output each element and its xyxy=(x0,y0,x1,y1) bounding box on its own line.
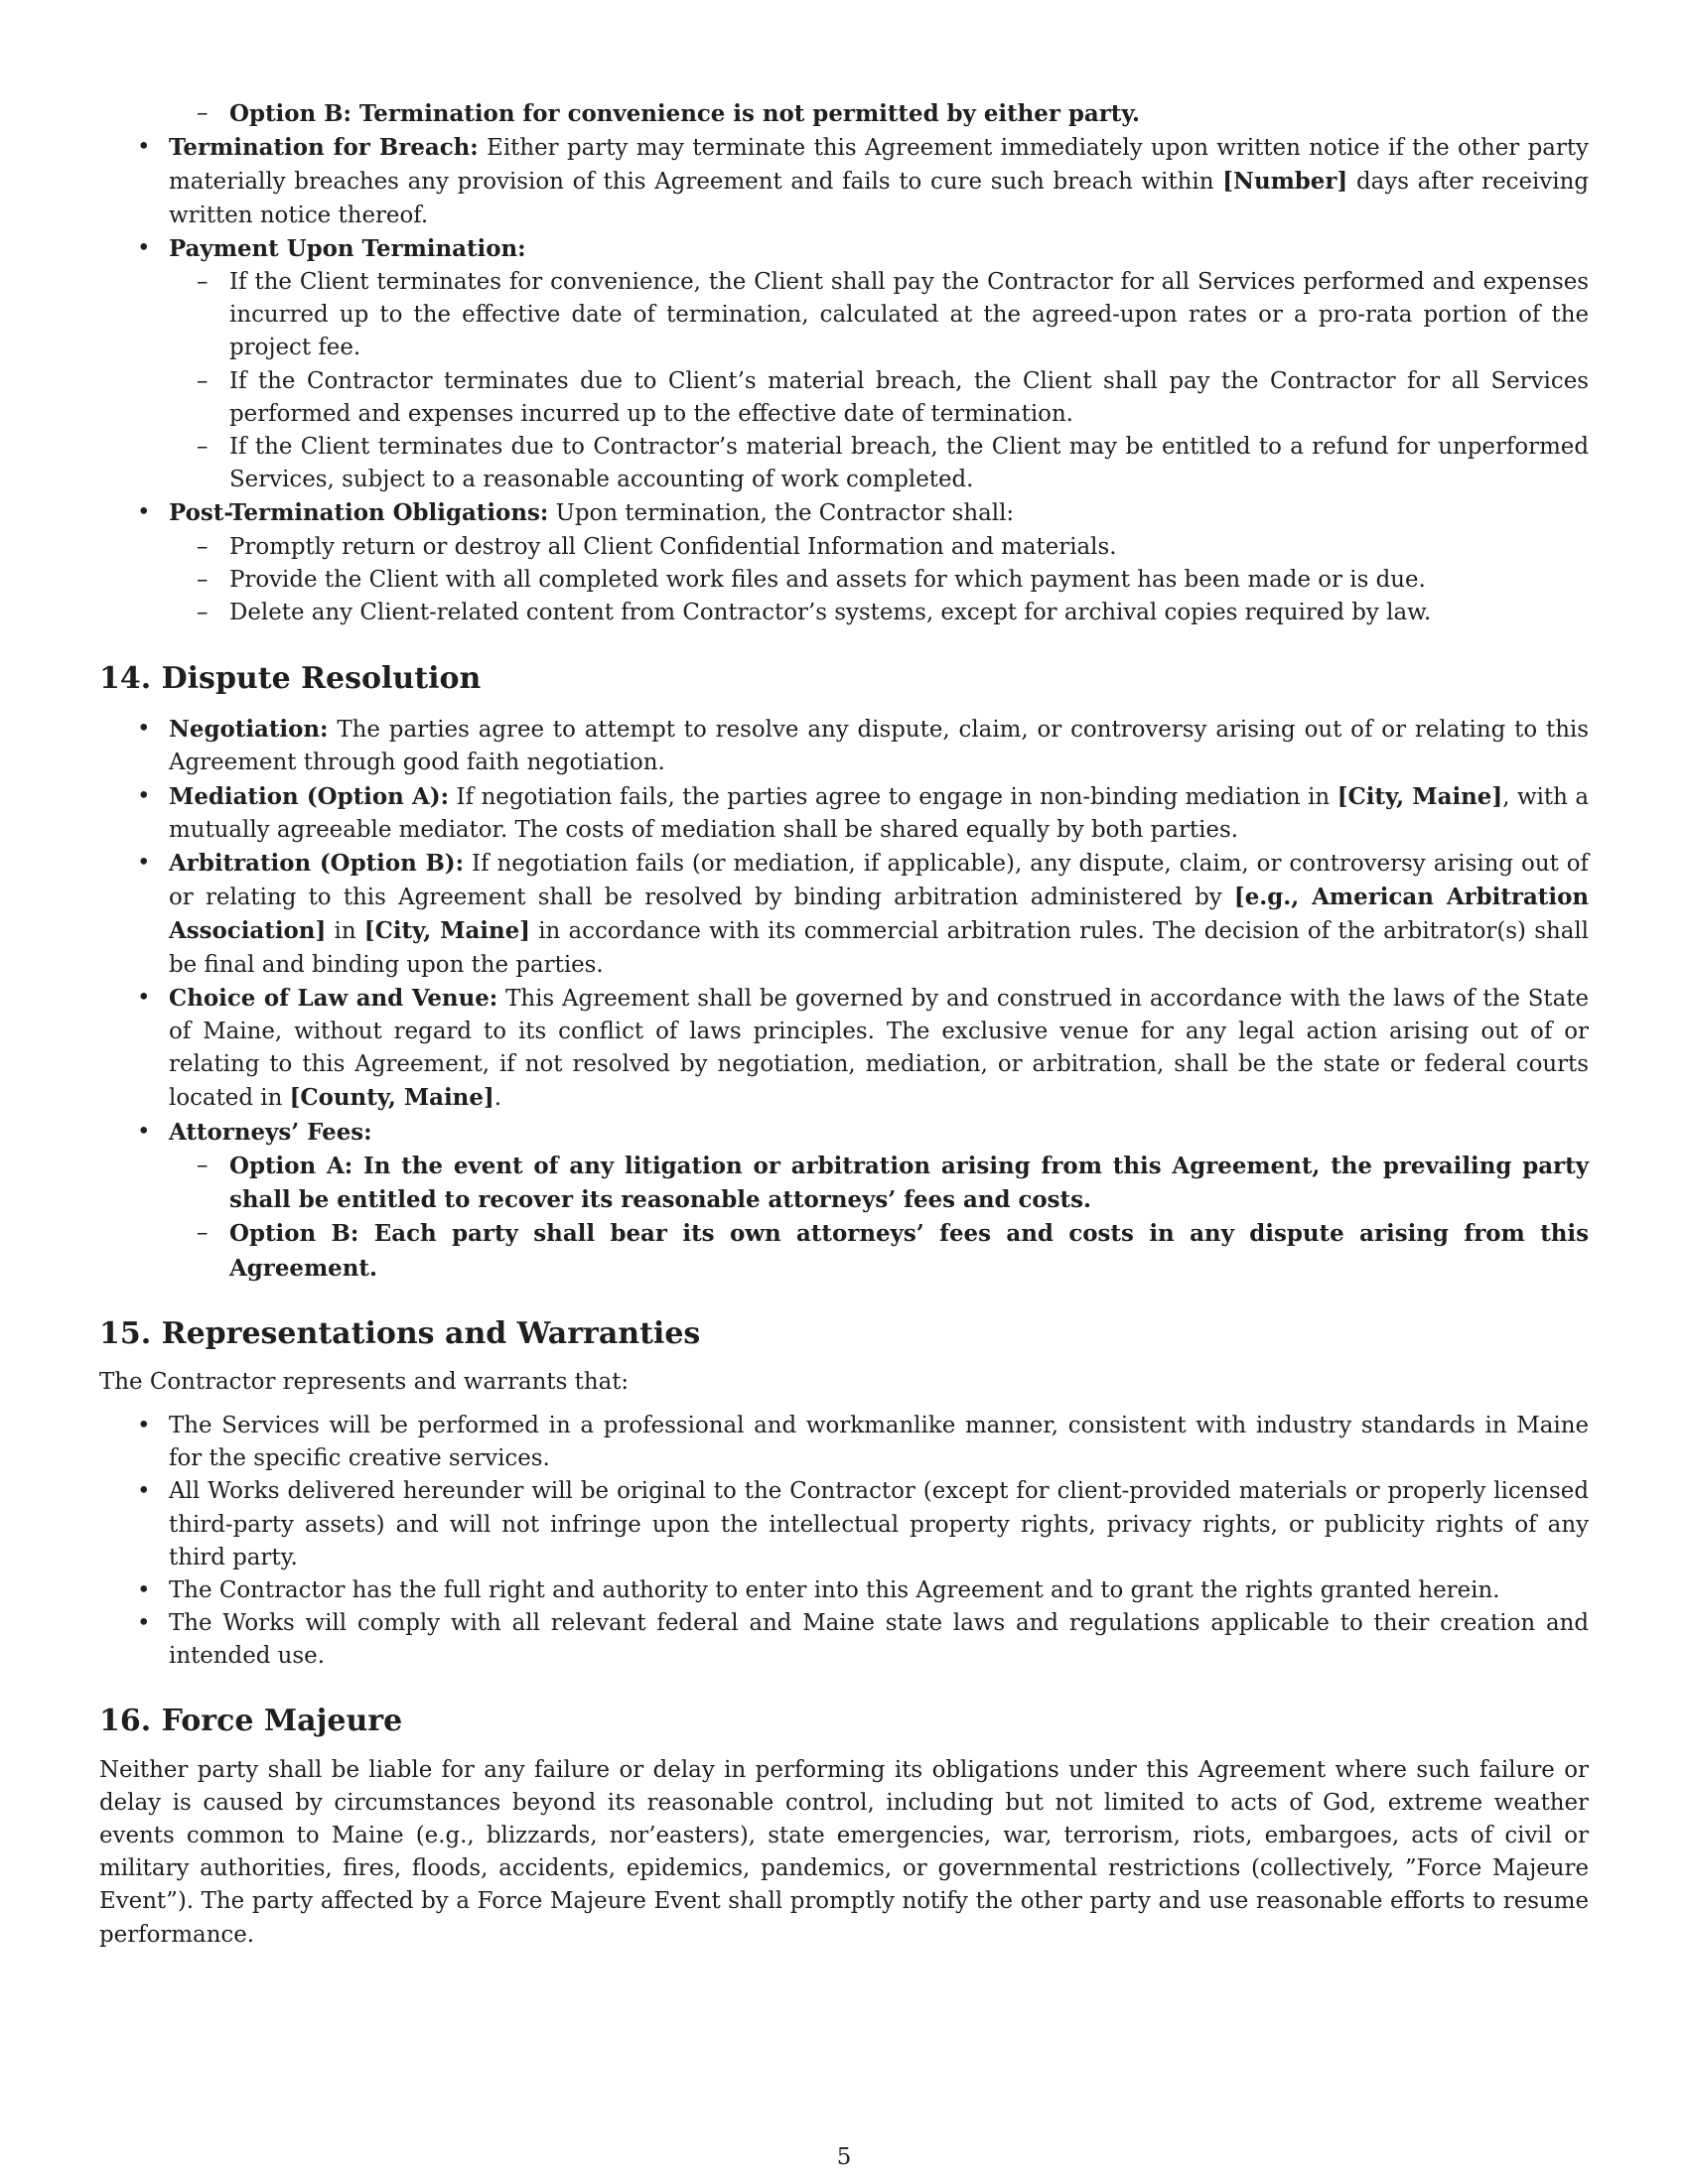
dash-marker: – xyxy=(197,269,209,296)
bullet-marker: • xyxy=(137,1576,151,1603)
post-termination-text: Upon termination, the Contractor shall: xyxy=(548,500,1015,527)
bullet-marker: • xyxy=(137,716,151,743)
attorneys-fees-option-b-text: Option B: Each party shall bear its own attorneys’ fees and costs in any dispute arising from this Agreement. xyxy=(229,1220,1589,1282)
county-placeholder: [County, Maine] xyxy=(289,1084,494,1112)
dash-marker: – xyxy=(197,566,209,593)
warranty-text: The Works will comply with all relevant federal and Maine state laws and regulations applicable to their creation and intended use. xyxy=(169,1610,1589,1670)
city-placeholder: [City, Maine] xyxy=(363,917,531,945)
payment-item-text: If the Client terminates due to Contractor’s material breach, the Client may be entitled to a refund for unperformed Services, subject to a reasonable accounting of work completed. xyxy=(229,434,1589,493)
number-placeholder: [Number] xyxy=(1222,168,1348,196)
post-termination-obligations xyxy=(99,496,1589,530)
attorneys-fees-option-a xyxy=(99,1150,1589,1217)
force-majeure-text: Neither party shall be liable for any failure or delay in performing its obligations under this Agreement where such failure or delay is caused by circumstances beyond its reasonable control, including but not limited to acts of God, extreme weather events common to Maine (e.g., blizzards, nor’easters), state emergencies, war, terrorism, riots, embargoes, acts of civil or military authorities, fires, floods, accidents, epidemics, pandemics, or governmental restrictions (collectively, ”Force Majeure Event”). The party affected by a Force Majeure Event shall promptly notify the other party and use reasonable efforts to resume performance. xyxy=(99,1756,1589,1948)
post-termination-item xyxy=(99,564,1589,597)
payment-item xyxy=(99,266,1589,365)
attorneys-fees-label: Attorneys’ Fees: xyxy=(169,1118,372,1146)
warranty-text: All Works delivered hereunder will be original to the Contractor (except for client-provided materials or properly licensed third-party assets) and will not infringe upon the intellectual property rights, privacy rights, or publicity rights of any third party. xyxy=(169,1478,1589,1570)
dash-marker: – xyxy=(197,1152,209,1178)
post-termination-item xyxy=(99,597,1589,629)
section-16-heading: 16. Force Majeure xyxy=(99,1703,403,1738)
arbitration-text-in: in xyxy=(326,918,364,945)
option-b-text: Option B: Termination for convenience is not permitted by either party. xyxy=(229,100,1140,127)
payment-item-text: If the Client terminates for convenience, the Client shall pay the Contractor for all Services performed and expenses incurred up to the effective date of termination, calculated at the agreed-upon rates or a pro-rata portion of the project fee. xyxy=(229,269,1589,361)
section-15-heading: 15. Representations and Warranties xyxy=(99,1315,701,1351)
post-termination-item-text: Provide the Client with all completed work files and assets for which payment has been made or is due. xyxy=(229,566,1426,593)
warranty-item xyxy=(99,1410,1589,1475)
choice-of-law-text: This Agreement shall be governed by and construed in accordance with the laws of the State of Maine, without regard to its conflict of laws principles. The exclusive venue for any legal action arising out of or relating to this Agreement, if not resolved by negotiation, mediation, or arbitration, shall be the state or federal courts located in xyxy=(169,985,1589,1112)
bullet-marker: • xyxy=(137,1478,151,1505)
arbitration-label: Arbitration (Option B): xyxy=(169,850,465,878)
attorneys-fees-clause xyxy=(99,1116,1589,1150)
attorneys-fees-option-a-text: Option A: In the event of any litigation or arbitration arising from this Agreement, the prevailing party shall be entitled to recover its reasonable attorneys’ fees and costs. xyxy=(229,1152,1589,1214)
termination-breach-text: Either party may terminate this Agreement immediately upon written notice if the other party materially breaches any provision of this Agreement and fails to cure such breach within xyxy=(169,135,1589,196)
bullet-marker: • xyxy=(137,1118,151,1145)
bullet-marker: • xyxy=(137,1610,151,1637)
warranty-item xyxy=(99,1475,1589,1574)
termination-option-b xyxy=(99,97,1589,131)
payment-item xyxy=(99,431,1589,496)
attorneys-fees-option-b xyxy=(99,1217,1589,1285)
dash-marker: – xyxy=(197,600,209,626)
choice-of-law-label: Choice of Law and Venue: xyxy=(169,984,498,1012)
mediation-clause xyxy=(99,780,1589,847)
arbitration-text: If negotiation fails (or mediation, if applicable), any dispute, claim, or controversy arising out of or relating to this Agreement shall be resolved by binding arbitration administered by xyxy=(169,851,1589,911)
dash-marker: – xyxy=(197,434,209,461)
negotiation-clause xyxy=(99,713,1589,779)
bullet-marker: • xyxy=(137,1412,151,1438)
negotiation-label: Negotiation: xyxy=(169,716,329,744)
negotiation-text: The parties agree to attempt to resolve any dispute, claim, or controversy arising out of or relating to this Agreement through good faith negotiation. xyxy=(169,717,1589,776)
arbitration-clause xyxy=(99,847,1589,982)
termination-breach-text-end: days after receiving written notice thereof. xyxy=(169,169,1589,228)
dash-marker: – xyxy=(197,1220,209,1247)
document-page xyxy=(99,97,1589,1952)
mediation-text: If negotiation fails, the parties agree to engage in non-binding mediation in xyxy=(449,783,1337,810)
mediation-label: Mediation (Option A): xyxy=(169,782,450,810)
post-termination-item-text: Delete any Client-related content from Contractor’s systems, except for archival copies required by law. xyxy=(229,600,1432,626)
post-termination-label: Post-Termination Obligations: xyxy=(169,499,549,527)
payment-upon-termination xyxy=(99,232,1589,266)
page-number: 5 xyxy=(836,2144,852,2170)
termination-for-breach xyxy=(99,131,1589,232)
bullet-marker: • xyxy=(137,782,151,809)
arbitration-text-end: in accordance with its commercial arbitration rules. The decision of the arbitrator(s) shall be final and binding upon the parties. xyxy=(169,918,1589,978)
bullet-marker: • xyxy=(137,984,151,1011)
warranty-text: The Services will be performed in a professional and workmanlike manner, consistent with industry standards in Maine for the specific creative services. xyxy=(169,1412,1589,1472)
section-14-heading: 14. Dispute Resolution xyxy=(99,661,482,697)
payment-upon-termination-label: Payment Upon Termination: xyxy=(169,234,526,262)
post-termination-item-text: Promptly return or destroy all Client Confidential Information and materials. xyxy=(229,533,1117,560)
payment-item-text: If the Contractor terminates due to Client’s material breach, the Client shall pay the Contractor for all Services performed and expenses incurred up to the effective date of termination. xyxy=(229,367,1589,427)
dash-marker: – xyxy=(197,100,209,126)
post-termination-item xyxy=(99,531,1589,564)
bullet-marker: • xyxy=(137,234,151,261)
city-placeholder: [City, Maine] xyxy=(1336,782,1503,810)
choice-of-law-text-end: . xyxy=(493,1085,502,1112)
bullet-marker: • xyxy=(137,499,151,526)
choice-of-law-clause xyxy=(99,982,1589,1116)
arbitrator-placeholder: [e.g., American Arbitration Association] xyxy=(169,884,1589,945)
dash-marker: – xyxy=(197,367,209,394)
termination-breach-label: Termination for Breach: xyxy=(169,134,479,162)
bullet-marker: • xyxy=(137,850,151,877)
warranty-text: The Contractor has the full right and authority to enter into this Agreement and to grant the rights granted herein. xyxy=(169,1576,1500,1603)
payment-item xyxy=(99,365,1589,431)
bullet-marker: • xyxy=(137,134,151,161)
warranty-item xyxy=(99,1607,1589,1673)
warranties-intro: The Contractor represents and warrants that: xyxy=(99,1368,630,1395)
warranty-item xyxy=(99,1574,1589,1607)
mediation-text-end: , with a mutually agreeable mediator. The costs of mediation shall be shared equally by both parties. xyxy=(169,783,1590,843)
dash-marker: – xyxy=(197,533,209,560)
